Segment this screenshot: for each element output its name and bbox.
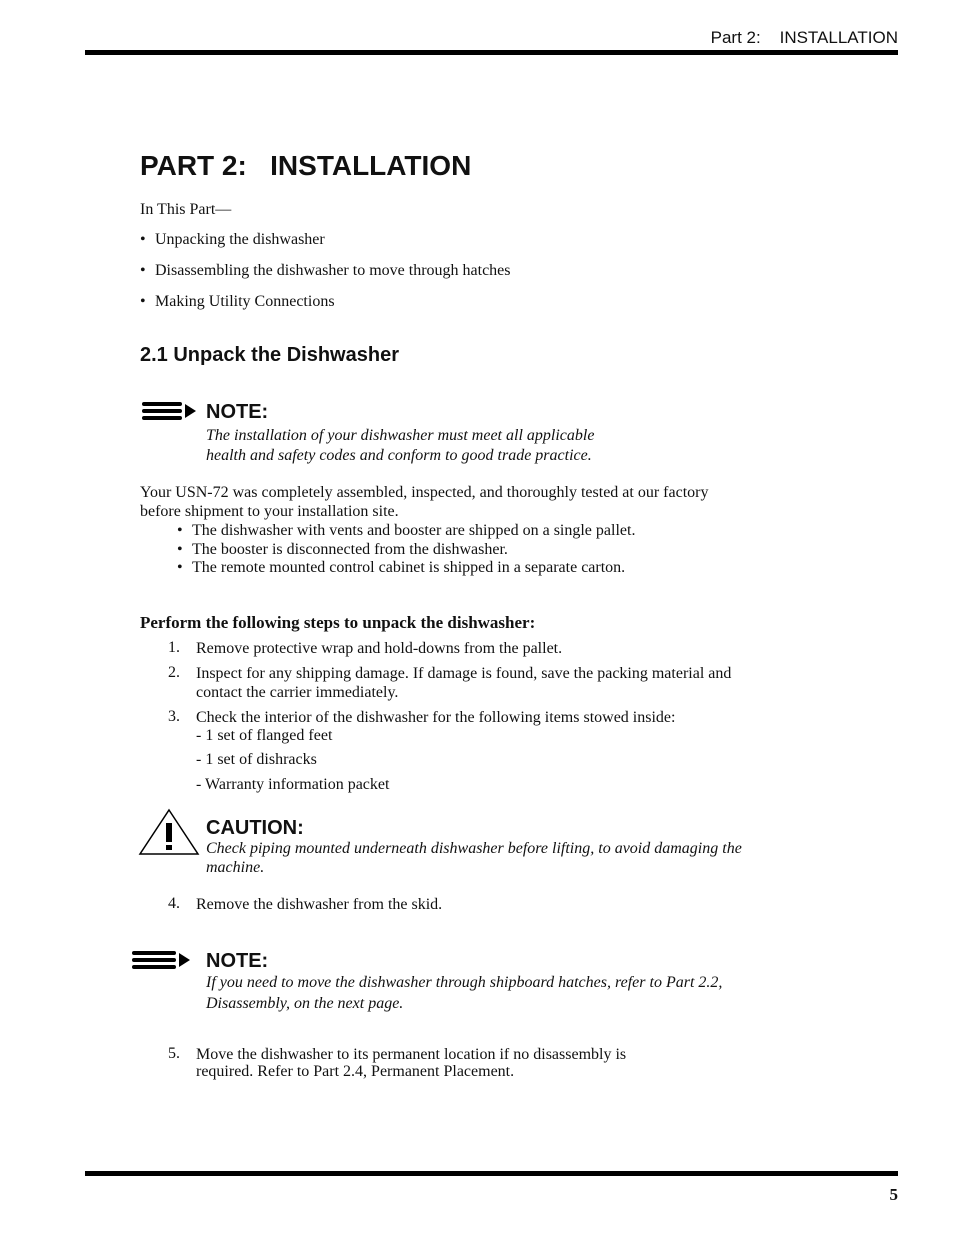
- step-number: 1.: [168, 639, 180, 656]
- footer-rule: [85, 1171, 898, 1176]
- note-text: health and safety codes and conform to good trade practice.: [206, 447, 592, 464]
- caution-icon: [138, 808, 200, 856]
- note-text: If you need to move the dishwasher through shipboard hatches, refer to Part 2.2,: [206, 974, 723, 991]
- step-text: Remove protective wrap and hold-downs from the pallet.: [196, 640, 563, 657]
- step-number: 5.: [168, 1045, 180, 1062]
- caution-text: Check piping mounted underneath dishwasher before lifting, to avoid damaging the: [206, 840, 742, 857]
- step-text: Remove the dishwasher from the skid.: [196, 896, 443, 913]
- caution-label: CAUTION:: [206, 817, 304, 839]
- page-number: 5: [889, 1185, 898, 1204]
- steps-heading: Perform the following steps to unpack the dishwasher:: [140, 613, 536, 632]
- section-heading: 2.1 Unpack the Dishwasher: [140, 344, 399, 366]
- step-number: 4.: [168, 895, 180, 912]
- body-bullet: • The dishwasher with vents and booster are shipped on a single pallet.: [177, 522, 636, 539]
- page-title: PART 2: INSTALLATION: [140, 150, 472, 181]
- note-icon: [131, 948, 191, 974]
- intro-bullet: • Unpacking the dishwasher: [140, 231, 325, 248]
- header-rule: [85, 50, 898, 55]
- step-text: Inspect for any shipping damage. If damage is found, save the packing material and contact the carrier immediately.: [196, 665, 732, 701]
- body-text: Your USN-72 was completely assembled, inspected, and thoroughly tested at our factory: [140, 484, 709, 501]
- step-number: 3.: [168, 708, 180, 725]
- stowed-item: - 1 set of flanged feet: [196, 727, 333, 744]
- stowed-item: - 1 set of dishracks: [196, 751, 317, 768]
- step-text-continued: required. Refer to Part 2.4, Permanent Placement.: [196, 1063, 515, 1080]
- body-bullet: • The booster is disconnected from the dishwasher.: [177, 541, 508, 558]
- body-text: before shipment to your installation site.: [140, 503, 399, 520]
- body-bullet: • The remote mounted control cabinet is shipped in a separate carton.: [177, 559, 626, 576]
- stowed-item: - Warranty information packet: [196, 776, 390, 793]
- intro-lead: In This Part—: [140, 201, 232, 218]
- intro-bullet: • Making Utility Connections: [140, 293, 335, 310]
- intro-bullet: • Disassembling the dishwasher to move through hatches: [140, 262, 511, 279]
- step-text: Check the interior of the dishwasher for the following items stowed inside:: [196, 709, 676, 726]
- caution-text: machine.: [206, 859, 265, 876]
- note-label: NOTE:: [206, 401, 269, 423]
- step-number: 2.: [168, 664, 180, 681]
- step-text: Move the dishwasher to its permanent location if no disassembly is: [196, 1046, 627, 1063]
- running-header: Part 2: INSTALLATION: [710, 28, 898, 47]
- note-text: Disassembly, on the next page.: [206, 995, 404, 1012]
- note-icon: [141, 400, 197, 426]
- note-text: The installation of your dishwasher must meet all applicable: [206, 427, 595, 444]
- note-label: NOTE:: [206, 950, 269, 972]
